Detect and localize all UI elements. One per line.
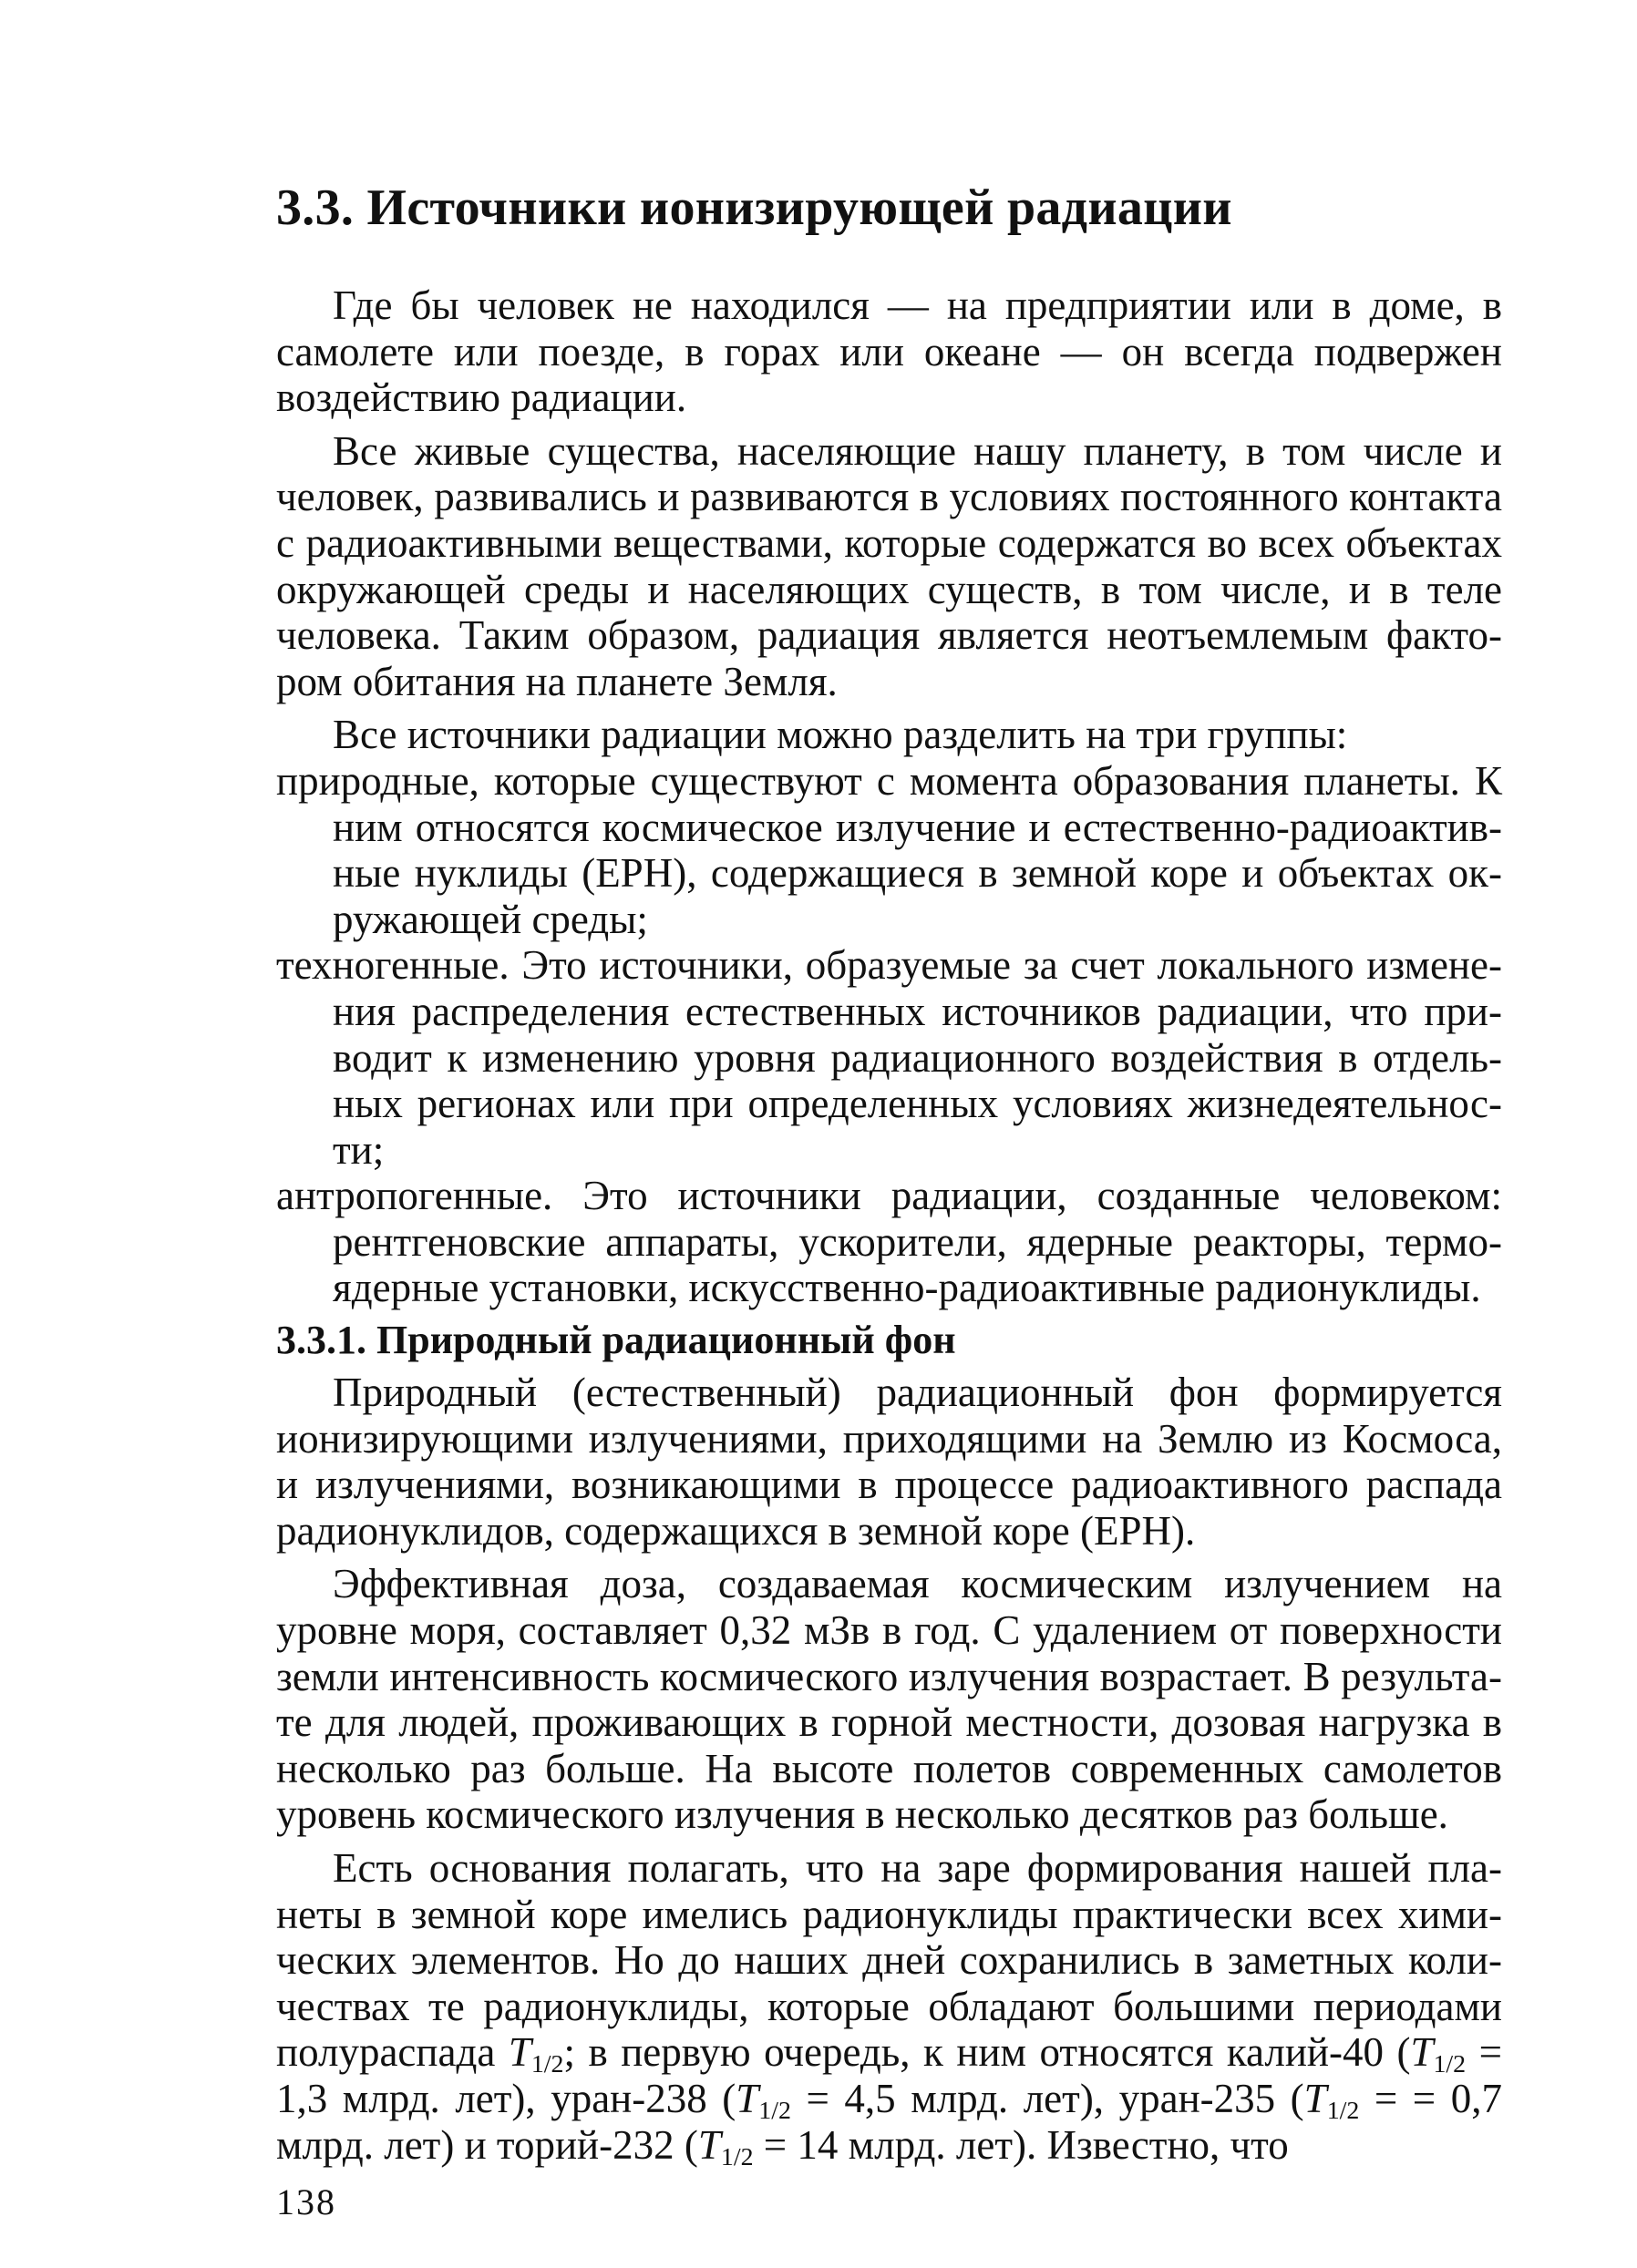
halflife-text-6: = 14 млрд. лет). Известно, что [753,2121,1289,2168]
halflife-symbol: T [1303,2075,1327,2121]
halflife-text-2: ; в первую очередь, к ним относятся калий-40 ( [563,2029,1411,2076]
halflife-text-3: = 1,3 млрд. лет), уран-238 ( [276,2029,1502,2121]
paragraph-cosmic-dose: Эффективная доза, создаваемая космическим излучением на уровне моря, составляет 0,32 мЗв в год. С удалением от поверхности земли интенсивность космического излучения возрастает. В результате для людей, проживающих в горной местности, дозовая нагрузка в несколько раз больше. На высоте полетов современных самолетов уровень космического излучения в несколько десятков раз больше. [276,1561,1502,1838]
paragraph-natural-background: Природный (естественный) радиационный фон формируется ионизирующими излучениями, приходящими на Землю из Космоса, и излучениями, возникающими в процессе радиоактивного распада радионуклидов, содержащихся в земной коре (ЕРН). [276,1370,1502,1554]
halflife-symbol: T [1410,2029,1434,2076]
halflife-subscript: 1/2 [530,2050,564,2079]
halflife-text-1: Есть основания полагать, что на заре формирования нашей планеты в земной коре имелись радионуклиды практически всех химических элементов. Но до наших дней сохранились в заметных количествах те радионуклиды, которые обладают большими периодами полураспада [276,1845,1502,2076]
halflife-symbol: T [736,2075,759,2121]
halflife-text-4: = 4,5 млрд. лет), уран-235 ( [790,2075,1304,2121]
paragraph-living-beings: Все живые существа, населяющие нашу планету, в том числе и человек, развивались и развиваются в условиях постоянного контакта с радиоактивными веществами, которые содержатся во всех объектах окружающей среды и населяющих существ, в том числе, и в теле человека. Таким образом, радиация является неотъемлемым фактором обитания на планете Земля. [276,427,1502,704]
section-title: 3.3. Источники ионизирующей радиации [276,180,1232,236]
halflife-symbol: T [508,2029,531,2076]
halflife-subscript: 1/2 [1433,2050,1467,2079]
halflife-symbol: T [697,2121,721,2168]
groups-lead: Все источники радиации можно разделить на три группы: [333,712,1348,758]
group-item-anthropogenic: антропогенные. Это источники радиации, созданные человеком: рентгеновские аппараты, ускорители, ядерные реакторы, термоядерные установки, искусственно-радиоактивные радионуклиды. [276,1173,1502,1311]
halflife-subscript: 1/2 [1326,2096,1360,2125]
halflife-subscript: 1/2 [720,2142,754,2171]
source-groups-list [276,758,1502,1311]
halflife-text-5: = = 0,7 млрд. лет) и торий-232 ( [276,2075,1502,2168]
subsection-title: 3.3.1. Природный радиационный фон [276,1318,956,1363]
page-number: 138 [276,2181,336,2222]
paragraph-intro: Где бы человек не находился — на предприятии или в доме, в самолете или поезде, в горах или океане — он всегда подвержен воздействию радиации. [276,282,1502,421]
paragraph-half-life [276,1845,1502,2171]
halflife-subscript: 1/2 [758,2096,791,2125]
group-item-technogenic: техногенные. Это источники, образуемые за счет локального изменения распределения естественных источников радиации, что приводит к изменению уровня радиационного воздействия в отдельных регионах или при определенных условиях жизнедеятельности; [276,942,1502,1173]
page-content [276,179,1502,2175]
group-item-natural: природные, которые существуют с момента образования планеты. К ним относятся космическое излучение и естественно-радиоактивные нуклиды (ЕРН), содержащиеся в земной коре и объектах окружающей среды; [276,757,1502,942]
